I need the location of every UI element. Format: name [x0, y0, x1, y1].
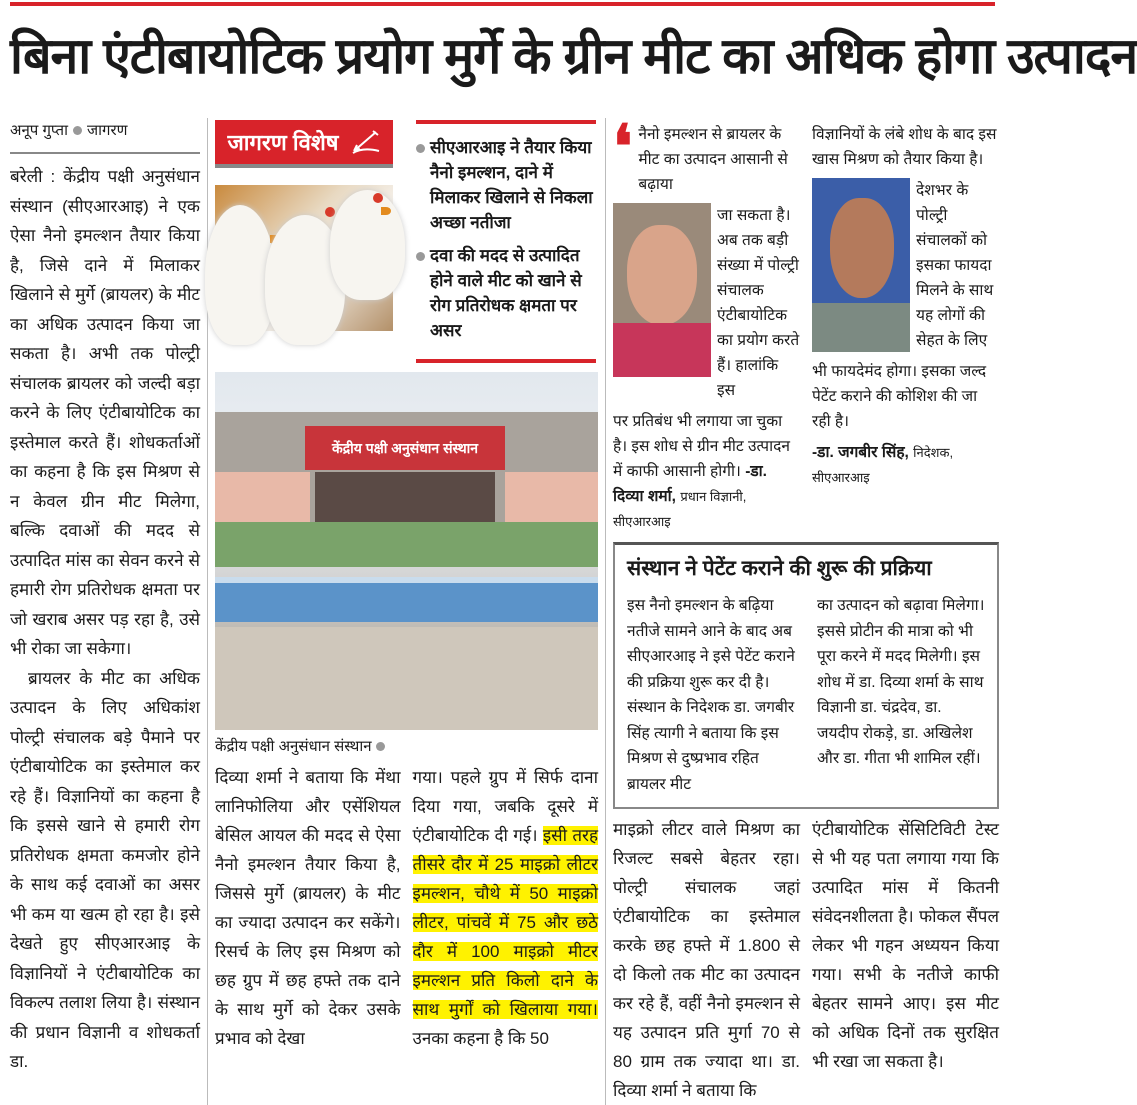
quote-designation: निदेशक, सीएआरआइ: [812, 445, 954, 485]
quote-lead: विज्ञानियों के लंबे शोध के बाद इस खास मिश्रण को तैयार किया है।: [812, 126, 997, 168]
quote-tail: भी फायदेमंद होगा। इसका जल्द पेटेंट कराने की कोशिश की जा रही है।: [812, 363, 987, 430]
body-column-3: [413, 763, 599, 1053]
divya-sharma-photo: [613, 203, 711, 377]
source: जागरण: [86, 122, 128, 139]
quote-tail: पर प्रतिबंध भी लगाया जा चुका है। इस शोध से ग्रीन मीट उत्पादन में काफी आसानी होगी।: [613, 413, 790, 480]
left-column: [10, 162, 200, 1077]
special-label-text: जागरण विशेष: [227, 130, 339, 155]
body-column-4: माइक्रो लीटर वाले मिश्रण का रिजल्ट सबसे बेहतर रहा। पोल्ट्री संचालक जहां एंटीबायोटिक का इस्तेमाल करके छह हफ्ते में 1.800 से दो किलो तक मीट का उत्पादन कर रहे हैं, वहीं नैनो इमल्शन से यह उत्पादन प्रति मुर्गा 70 से 80 ग्राम तक ज्यादा था। डा. दिव्या शर्मा ने बताया कि: [613, 820, 800, 1100]
pen-icon: [351, 129, 381, 155]
paragraph: ब्रायलर के मीट का अधिक उत्पादन के लिए अधिकांश पोल्ट्री संचालक बड़े पैमाने पर एंटीबायोटिक का इस्तेमाल कर रहे हैं। विज्ञानियों का कहना है कि इससे खाने से हमारी रोग प्रतिरोधक क्षमता कमजोर होने के साथ कई दवाओं का असर भी कम या खत्म हो रहा है। इसे देखते हुए सीएआरआइ के विज्ञानियों ने एंटीबायोटिक का विकल्प तलाश लिया है। संस्थान की प्रधान विज्ञानी व शोधकर्ता डा.: [10, 668, 200, 1071]
quote-side-text: देशभर के पोल्ट्री संचालकों को इसका फायदा मिलने के साथ यह लोगों की सेहत के लिए: [916, 182, 994, 349]
text: गया। पहले ग्रुप में सिर्फ दाना दिया गया, जबकि दूसरे में एंटीबायोटिक दी गई।: [412, 768, 598, 845]
building-sign: केंद्रीय पक्षी अनुसंधान संस्थान: [305, 426, 505, 470]
patent-box-title: संस्थान ने पेटेंट कराने की शुरू की प्रक्रिया: [627, 557, 932, 580]
text: उनका कहना है कि 50: [412, 1029, 549, 1048]
quote-mark-icon: ❛: [613, 112, 633, 182]
middle-section: [215, 118, 598, 1105]
highlight-item: [416, 135, 596, 235]
quote-jagbir-singh: [812, 118, 999, 534]
caption-text: केंद्रीय पक्षी अनुसंधान संस्थान: [215, 738, 372, 755]
highlight-text: दवा की मदद से उत्पादित होने वाले मीट को खाने से रोग प्रतिरोधक क्षमता पर असर: [430, 246, 582, 340]
headline: बिना एंटीबायोटिक प्रयोग मुर्गे के ग्रीन मीट का अधिक होगा उत्पादन: [10, 28, 1137, 84]
quote-author: -डा. दिव्या शर्मा,: [613, 463, 767, 505]
photo-caption: [215, 737, 598, 757]
highlights-box: [416, 120, 596, 363]
chickens-photo: [215, 185, 393, 331]
quote-designation: प्रधान विज्ञानी, सीएआरआइ: [613, 489, 747, 529]
jagbir-singh-photo: [812, 178, 910, 352]
bullet-dot: [73, 126, 82, 135]
paragraph: बरेली : केंद्रीय पक्षी अनुसंधान संस्थान (सीएआरआइ) ने एक ऐसा नैनो इमल्शन तैयार किया है, जिसे दाने में मिलाकर खिलाने से मुर्गे (ब्रायलर) के मीट का अधिक उत्पादन किया जा सकता है। अभी तक पोल्ट्री संचालक ब्रायलर को जल्दी बड़ा करने के लिए एंटीबायोटिक का इस्तेमाल करते हैं। शोधकर्ताओं का कहना है कि इस मिश्रण से न केवल ग्रीन मीट मिलेगा, बल्कि दवाओं की मदद से उत्पादित मांस का सेवन करने से हमारी रोग प्रतिरोधक क्षमता पर जो खराब असर पड़ रहा है, उसे भी रोका जा सकेगा।: [10, 167, 200, 658]
byline: [10, 118, 200, 154]
highlight-item: [416, 243, 596, 343]
top-rule: [10, 2, 995, 6]
left-column-wrap: [10, 118, 200, 1105]
special-label: [215, 120, 393, 168]
quote-side-text: जा सकता है। अब तक बड़ी संख्या में पोल्ट्री संचालक एंटीबायोटिक का प्रयोग करते हैं। हालांकि इस: [717, 207, 800, 399]
body-column-5: एंटीबायोटिक सेंसिटिविटी टेस्ट से भी यह पता लगाया गया कि उत्पादित मांस में कितनी संवेदनशीलता है। फोकल सैंपल लेकर भी गहन अध्ययन किया गया। सभी के नतीजे काफी बेहतर सामने आए। इस मीट को अधिक दिनों तक सुरक्षित भी रखा जा सकता है।: [812, 820, 999, 1071]
patent-box-col1: इस नैनो इमल्शन के बढ़िया नतीजे सामने आने के बाद अब सीएआरआइ ने इसे पेटेंट कराने की प्रक्रिया शुरू कर दी है। संस्थान के निदेशक डा. जगबीर सिंह त्यागी ने बताया कि इस मिश्रण से दुष्प्रभाव रहित ब्रायलर मीट: [627, 597, 795, 793]
quote-divya-sharma: [613, 112, 800, 534]
page-body: [10, 112, 999, 1105]
body-column-2: दिव्या शर्मा ने बताया कि मेंथा लानिफोलिया और एसेंशियल बेसिल आयल की मदद से ऐसा नैनो इमल्शन तैयार किया है, जिससे मुर्गे (ब्रायलर) के मीट का ज्यादा उत्पादन कर सकेंगे। रिसर्च के लिए इस मिश्रण को छह ग्रुप में छह हफ्ते तक दाने के साथ मुर्गे को देकर उसके प्रभाव को देखा: [215, 768, 401, 1048]
institute-building-photo: [215, 372, 598, 730]
highlighted-text: इसी तरह तीसरे दौर में 25 माइक्रो लीटर इमल्शन, चौथे में 50 माइक्रो लीटर, पांचवें में 75 और छठे दौर में 100 माइक्रो मीटर इमल्शन प्रति किलो दाने के साथ मुर्गों को खिलाया गया।: [412, 826, 598, 1019]
right-section: [613, 112, 999, 1105]
author: अनूप गुप्ता: [10, 122, 68, 139]
patent-box: [613, 542, 999, 809]
patent-box-col2: का उत्पादन को बढ़ावा मिलेगा। इससे प्रोटीन की मात्रा को भी पूरा करने में मदद मिलेगी। इस शोध में डा. दिव्या शर्मा के साथ विज्ञानी डा. चंद्रदेव, डा. जयदीप रोकड़े, डा. अखिलेश और डा. गीता भी शामिल रहीं।: [817, 597, 985, 767]
column-divider: [605, 118, 606, 1105]
quote-lead: नैनो इमल्शन से ब्रायलर के मीट का उत्पादन आसानी से बढ़ाया: [638, 126, 788, 193]
highlight-text: सीएआरआइ ने तैयार किया नैनो इमल्शन, दाने में मिलाकर खिलाने से निकला अच्छा नतीजा: [430, 138, 593, 232]
quote-author: -डा. जगबीर सिंह,: [812, 444, 909, 461]
